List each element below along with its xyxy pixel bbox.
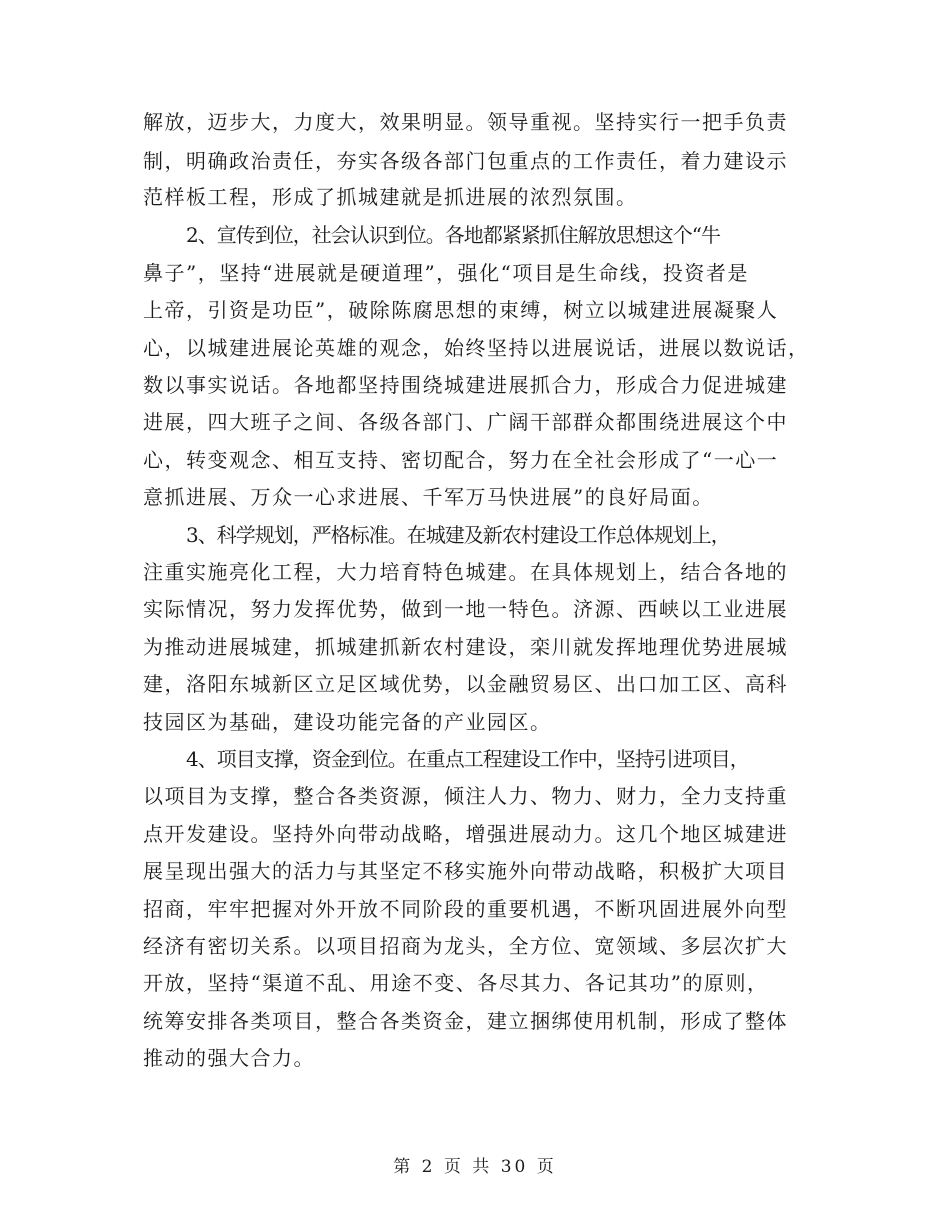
body-text-line: 数以事实说话。各地都坚持围绕城建进展抓合力，形成合力促进城建 [143,373,788,397]
body-text-line: 开放，坚持“渠道不乱、用途不变、各尽其力、各记其功”的原则， [143,971,769,995]
body-text-line: 实际情况，努力发挥优势，做到一地一特色。济源、西峡以工业进展 [143,597,788,621]
body-text-line: 建，洛阳东城新区立足区域优势，以金融贸易区、出口加工区、高科 [143,672,788,696]
body-text-line: 招商，牢牢把握对外开放不同阶段的重要机遇，不断巩固进展外向型 [143,897,788,921]
body-text-line: 经济有密切关系。以项目招商为龙头，全方位、宽领域、多层次扩大 [143,934,788,958]
paragraph-2-first-line: 2、宣传到位，社会认识到位。各地都紧紧抓住解放思想这个“牛 [186,223,720,247]
body-text-line: 解放，迈步大，力度大，效果明显。领导重视。坚持实行一把手负责 [143,110,788,134]
body-text-line: 范样板工程，形成了抓城建就是抓进展的浓烈氛围。 [143,185,638,209]
body-text-line: 技园区为基础，建设功能完备的产业园区。 [143,710,552,734]
paragraph-3-first-line: 3、科学规划，严格标准。在城建及新农村建设工作总体规划上， [186,523,730,547]
body-text-line: 上帝，引资是功臣”，破除陈腐思想的束缚，树立以城建进展凝聚人 [143,298,779,322]
body-text-line: 为推动进展城建，抓城建抓新农村建设，栾川就发挥地理优势进展城 [143,635,788,659]
body-text-line: 推动的强大合力。 [143,1046,315,1070]
body-text-line: 以项目为支撑，整合各类资源，倾注人力、物力、财力，全力支持重 [143,784,788,808]
body-text-line: 心，转变观念、相互支持、密切配合，努力在全社会形成了“一心一 [143,448,779,472]
page-number-footer: 第 2 页 共 30 页 [393,1157,557,1177]
body-text-line: 制，明确政治责任，夯实各级各部门包重点的工作责任，着力建设示 [143,149,788,173]
body-text-line: 鼻子”，坚持“进展就是硬道理”，强化“项目是生命线，投资者是 [143,261,749,285]
body-text-line: 展呈现出强大的活力与其坚定不移实施外向带动战略，积极扩大项目 [143,859,788,883]
body-text-line: 注重实施亮化工程，大力培育特色城建。在具体规划上，结合各地的 [143,560,788,584]
body-text-line: 进展，四大班子之间、各级各部门、广阔干部群众都围绕进展这个中 [143,410,788,434]
body-text-line: 点开发建设。坚持外向带动战略，增强进展动力。这几个地区城建进 [143,822,788,846]
body-text-line: 心，以城建进展论英雄的观念，始终坚持以进展说话，进展以数说话， [143,336,810,360]
body-text-line: 统筹安排各类项目，整合各类资金，建立捆绑使用机制，形成了整体 [143,1009,788,1033]
paragraph-4-first-line: 4、项目支撑，资金到位。在重点工程建设工作中，坚持引进项目， [186,747,749,771]
body-text-line: 意抓进展、万众一心求进展、千军万马快进展”的良好局面。 [143,485,714,509]
